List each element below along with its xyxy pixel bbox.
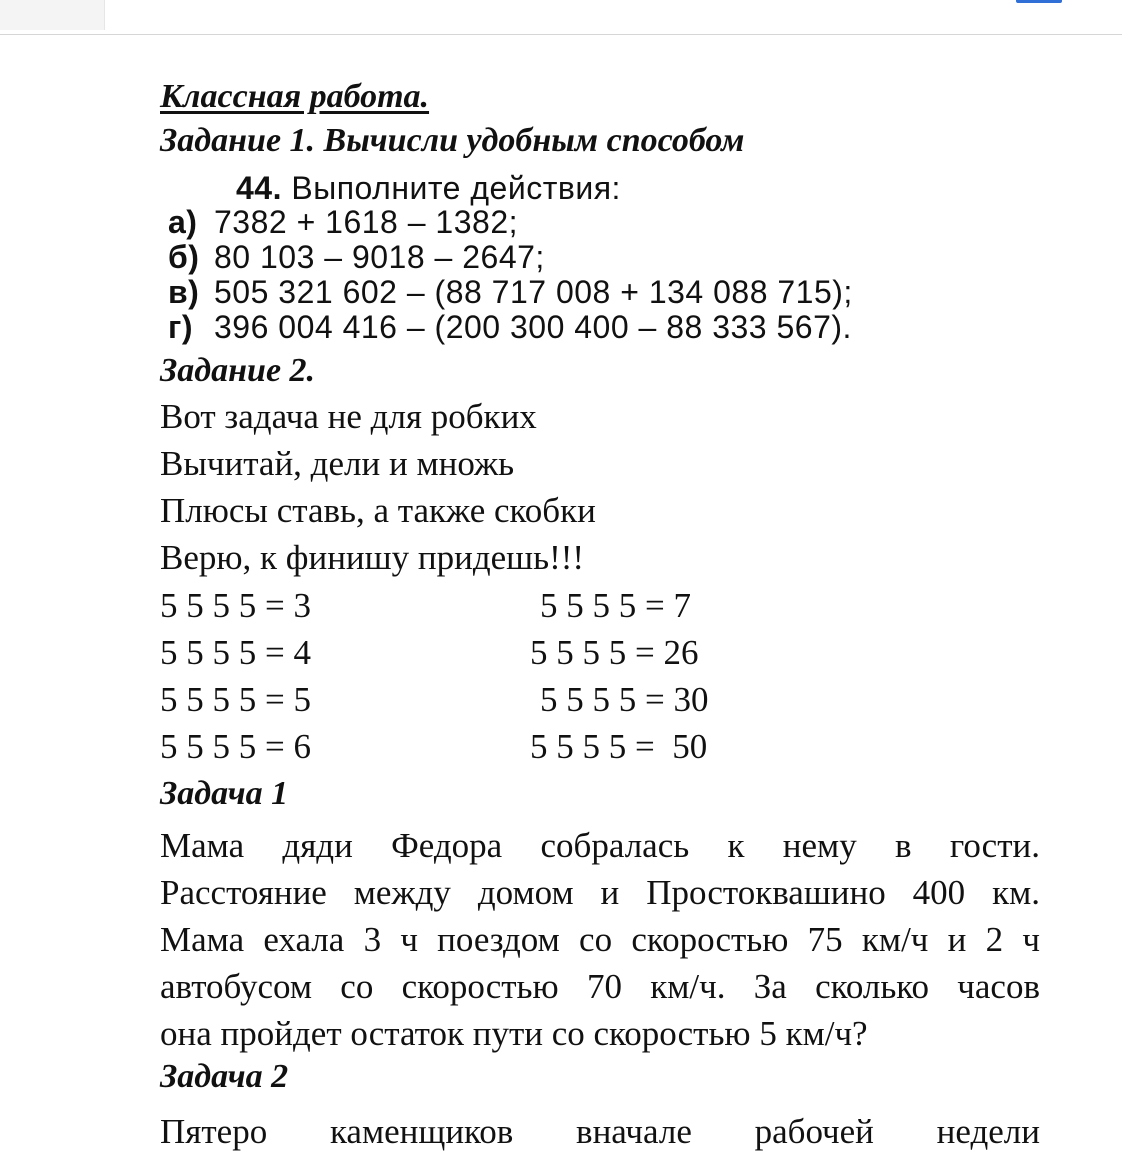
poem-line: Плюсы ставь, а также скобки: [160, 491, 596, 530]
item-expression: 80 103 – 9018 – 2647;: [214, 239, 545, 275]
problem1-line: Мама ехала 3 ч поездом со скоростью 75 км/ч и 2 ч: [160, 920, 1040, 959]
problem1-line: Мама дяди Федора собралась к нему в гости.: [160, 826, 1040, 865]
item-letter: г): [168, 309, 193, 345]
exercise-number: 44.: [236, 170, 282, 206]
problem1-heading: Задача 1: [160, 775, 289, 812]
item-letter: а): [168, 204, 198, 240]
task1-heading: Задание 1. Вычисли удобным способом: [160, 122, 745, 159]
exercise-title: Выполните действия:: [291, 170, 621, 206]
problem2-heading: Задача 2: [160, 1058, 289, 1095]
problem2-line: Пятеро каменщиков вначале рабочей недели: [160, 1112, 1040, 1151]
equation-right: 5 5 5 5 = 26: [530, 633, 699, 672]
exercise-item-v: [168, 274, 853, 311]
exercise-item-a: [168, 204, 518, 241]
equation-left: 5 5 5 5 = 5: [160, 680, 311, 719]
poem-line: Верю, к финишу придешь!!!: [160, 538, 585, 577]
problem1-line: автобусом со скоростью 70 км/ч. За сколько часов: [160, 967, 1040, 1006]
toolbar-accent: [1016, 0, 1062, 3]
item-letter: в): [168, 274, 200, 310]
problem1-text: [160, 822, 1040, 1057]
exercise-item-b: [168, 239, 545, 276]
equation-right: 5 5 5 5 = 7: [540, 586, 691, 625]
equation-left: 5 5 5 5 = 4: [160, 633, 311, 672]
toolbar-tab[interactable]: [0, 0, 105, 30]
equation-right: 5 5 5 5 = 50: [530, 727, 708, 766]
exercise-header: [236, 170, 621, 207]
poem-line: Вычитай, дели и множь: [160, 444, 515, 483]
task2-heading: Задание 2.: [160, 352, 316, 389]
equation-left: 5 5 5 5 = 6: [160, 727, 311, 766]
item-expression: 396 004 416 – (200 300 400 – 88 333 567).: [214, 309, 852, 345]
equation-left: 5 5 5 5 = 3: [160, 586, 311, 625]
viewer-toolbar: [0, 0, 1122, 35]
exercise-item-g: [168, 309, 852, 346]
item-letter: б): [168, 239, 200, 275]
class-work-title: Классная работа.: [160, 78, 430, 115]
problem1-line: Расстояние между домом и Простоквашино 400 км.: [160, 873, 1040, 912]
problem2-cut-text: [160, 1110, 1040, 1151]
poem-line: Вот задача не для робких: [160, 397, 537, 436]
item-expression: 505 321 602 – (88 717 008 + 134 088 715);: [214, 274, 853, 310]
item-expression: 7382 + 1618 – 1382;: [214, 204, 518, 240]
problem1-line: она пройдет остаток пути со скоростью 5 км/ч?: [160, 1014, 868, 1053]
equation-right: 5 5 5 5 = 30: [540, 680, 709, 719]
